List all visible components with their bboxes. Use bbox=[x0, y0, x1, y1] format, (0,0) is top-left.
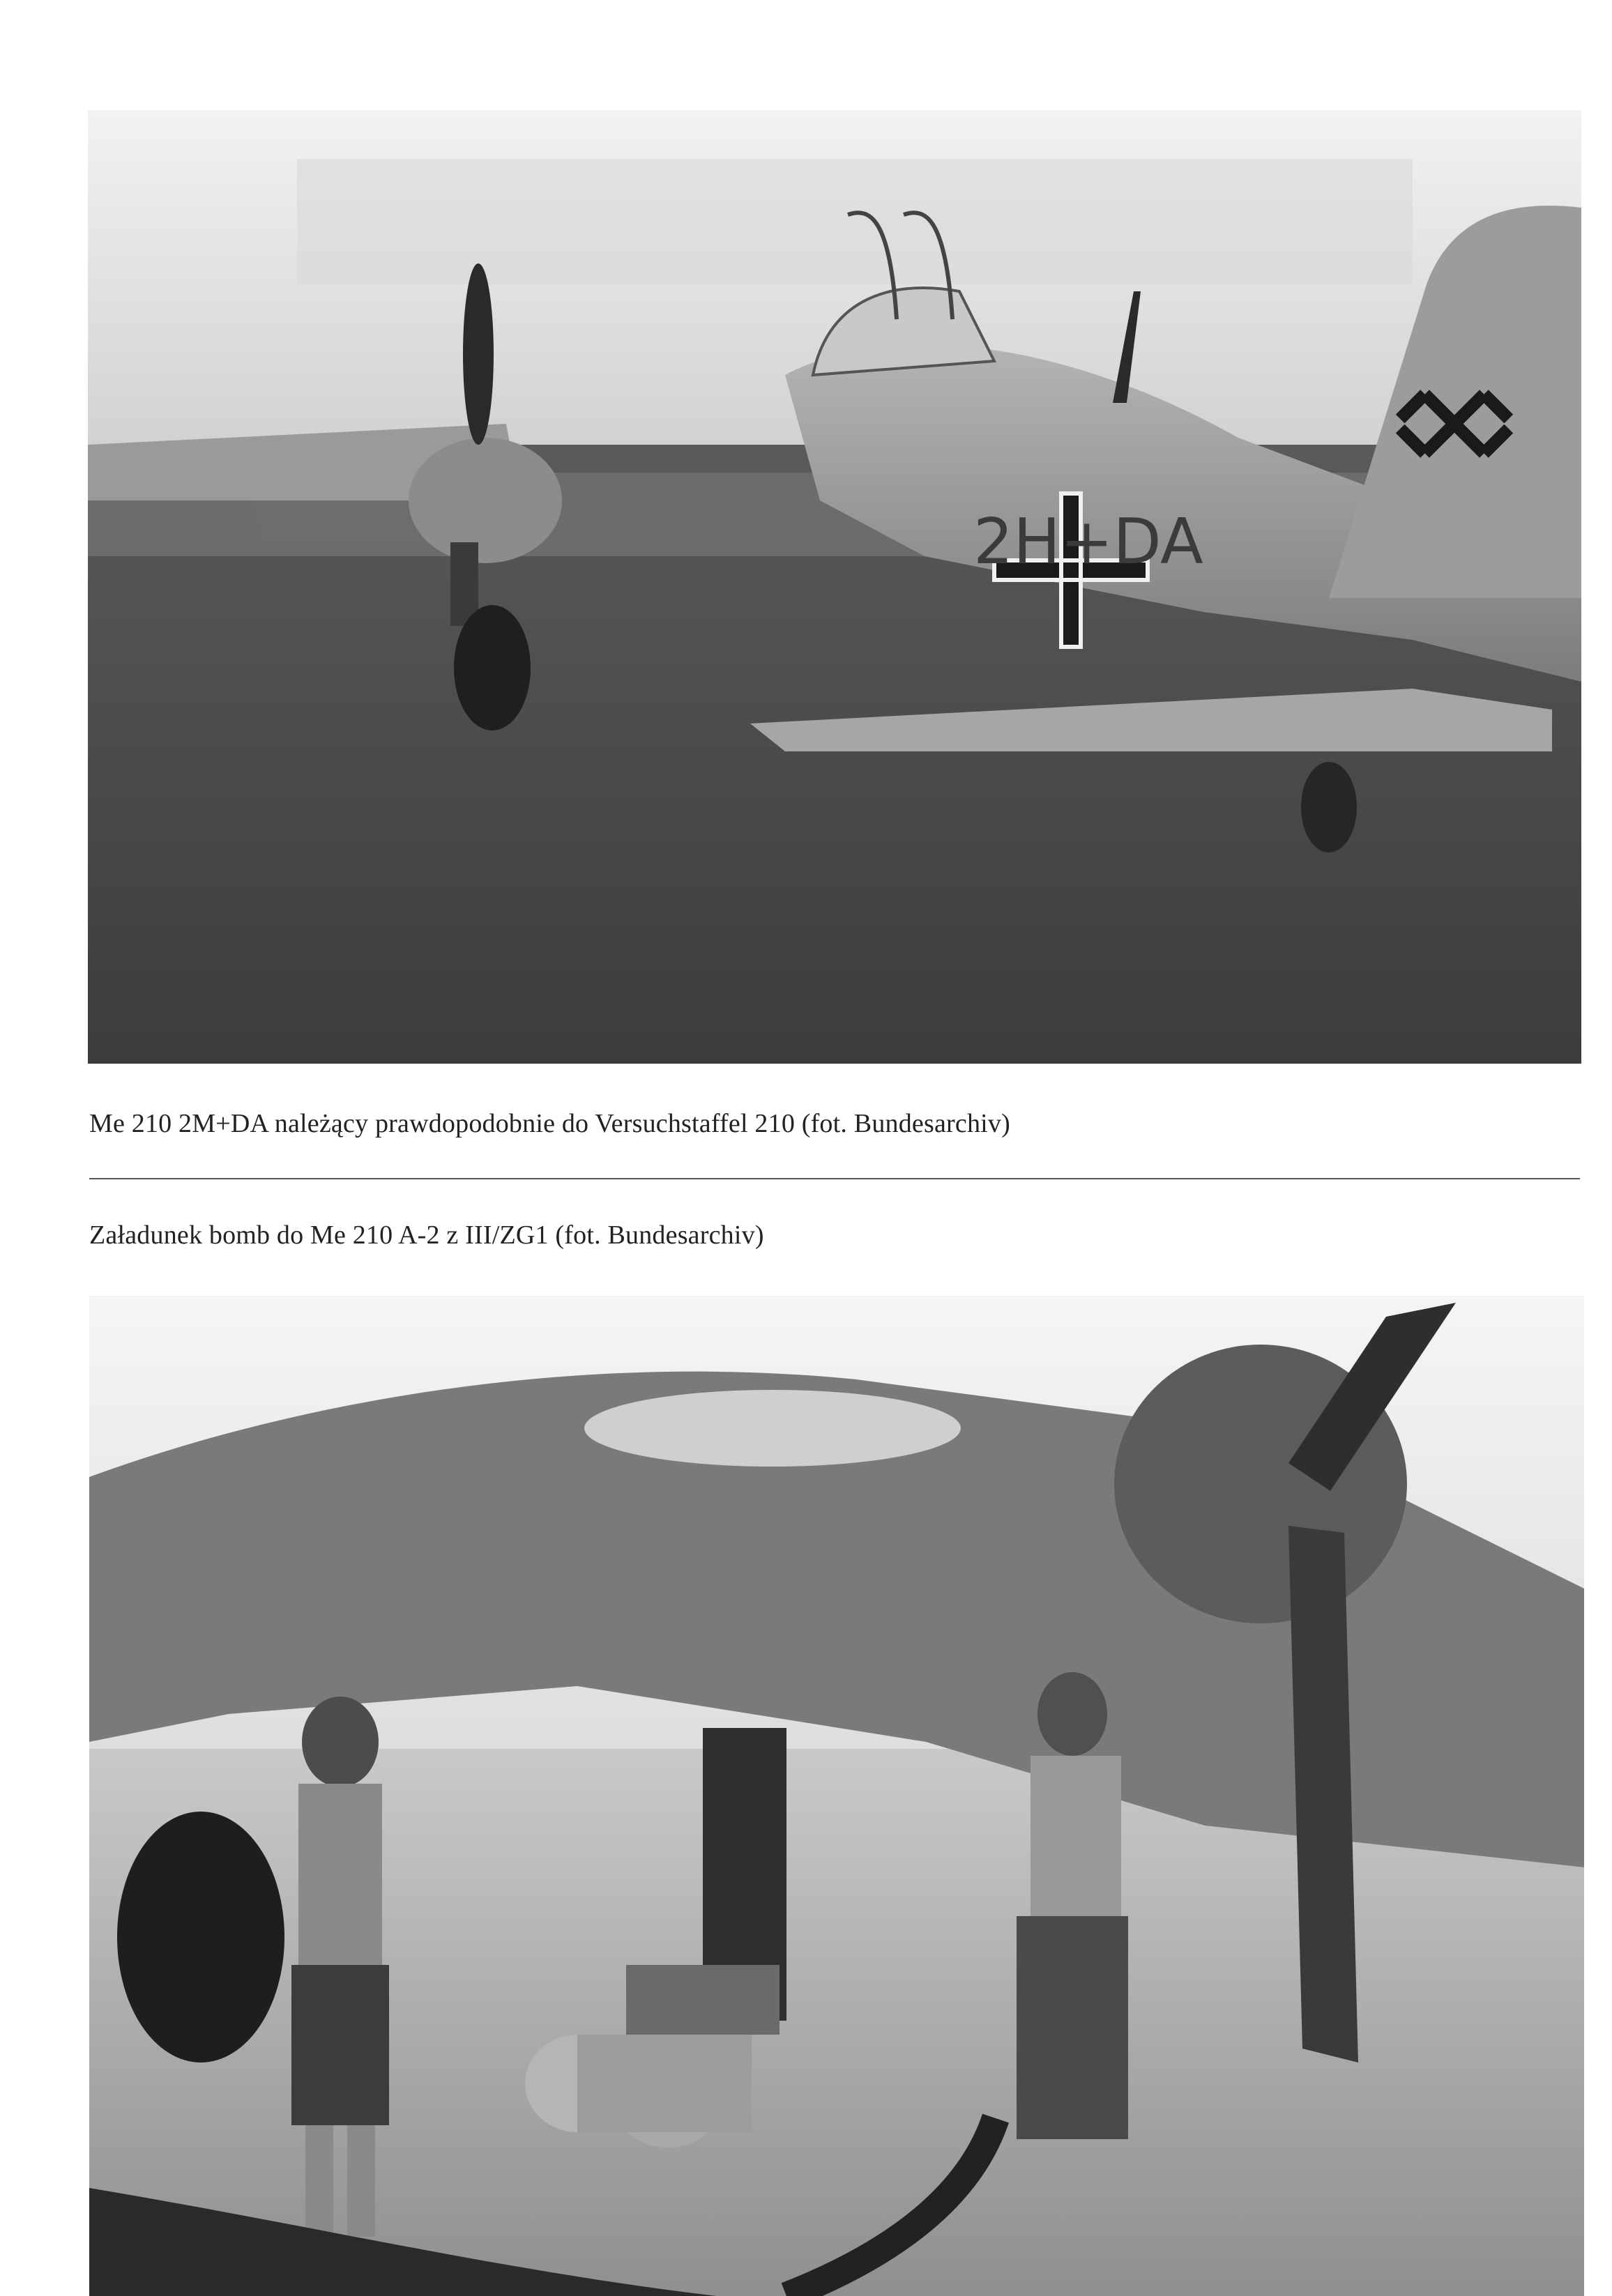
aircraft-marking-text: 2H+DA bbox=[973, 505, 1203, 579]
caption-top-photo: Me 210 2M+DA należący prawdopodobnie do Versuchstaffel 210 (fot. Bundesarchiv) bbox=[89, 1109, 1010, 1138]
photo-me210-side-view bbox=[88, 110, 1581, 1064]
bomb-loading-photo-illustration bbox=[89, 1296, 1584, 2296]
caption-bottom-photo: Załadunek bomb do Me 210 A-2 z III/ZG1 (fot. Bundesarchiv) bbox=[89, 1220, 764, 1250]
aircraft-photo-illustration bbox=[88, 110, 1581, 1064]
section-divider bbox=[89, 1178, 1580, 1179]
photo-bomb-loading bbox=[89, 1296, 1584, 2296]
